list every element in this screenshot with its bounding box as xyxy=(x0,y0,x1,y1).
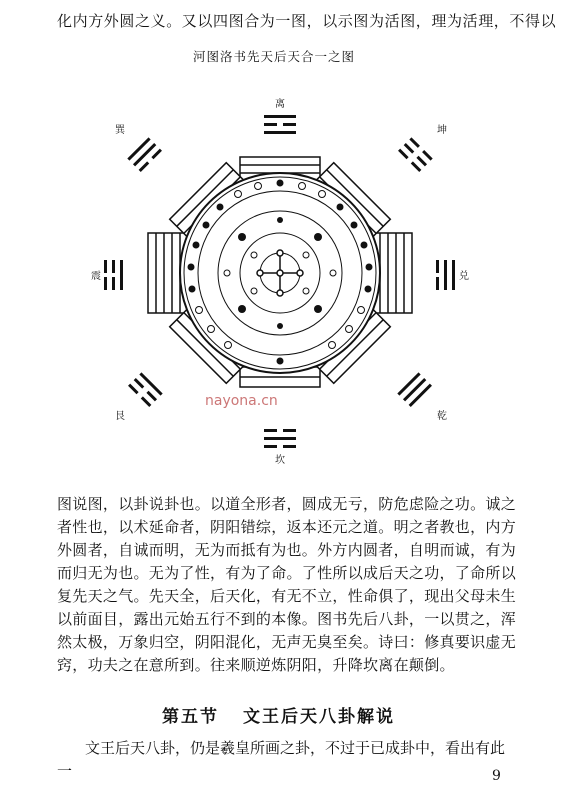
trigram-top-left xyxy=(127,137,162,172)
trigram-top-right xyxy=(398,137,433,172)
trigram-bottom-left xyxy=(128,372,163,407)
body-paragraph-1: 图说图，以卦说卦也。以道全形者，圆成无亏，防危虑险之功。诚之者性也，以术延命者，阴阳错综，返本还元之道。明之者教也，内方外圆者，自诚而明，无为而抵有为也。外方内圆者，自明而诚，有为而归无为也。无为了性，有为了命。了性所以成后天之功，了命所以复先天之气。先天全，后天化，有无不立，性命俱了，现出父母未生以前面目，露出元始五行不到的本像。图书先后八卦，一以贯之，浑然太极，万象归空，阴阳混化，无声无臭至矣。诗曰：修真要识虚无窍，功夫之在意所到。往来顺逆炼阴阳，升降坎离在颠倒。 xyxy=(57,495,517,674)
top-text-line: 化内方外圆之义。又以四图合为一图，以示图为活图，理为活理，不得以 xyxy=(57,12,557,30)
label-top-left: 巽 xyxy=(115,125,125,136)
section-heading xyxy=(162,702,419,727)
trigram-left xyxy=(104,260,123,290)
label-bottom-left: 艮 xyxy=(115,411,125,422)
label-top: 离 xyxy=(275,99,285,110)
hetu-luoshu-diagram xyxy=(90,85,470,470)
label-bottom-right: 乾 xyxy=(437,411,447,422)
watermark-text: nayona.cn xyxy=(205,393,278,409)
trigram-bottom-right xyxy=(397,372,432,407)
page-number: 9 xyxy=(492,768,501,784)
trigram-top xyxy=(264,115,296,134)
label-left: 震 xyxy=(91,271,101,282)
trigram-bottom xyxy=(264,429,296,448)
label-right: 兑 xyxy=(459,271,469,282)
diagram-title: 河图洛书先天后天合一之图 xyxy=(193,49,356,64)
section-title: 文王后天八卦解说 xyxy=(243,707,395,727)
label-top-right: 坤 xyxy=(437,125,447,136)
label-bottom: 坎 xyxy=(275,455,285,466)
body-paragraph-2: 文王后天八卦，仍是羲皇所画之卦，不过于已成卦中，看出有此一 xyxy=(57,739,506,780)
trigram-right xyxy=(436,260,455,290)
section-number: 第五节 xyxy=(162,707,219,727)
